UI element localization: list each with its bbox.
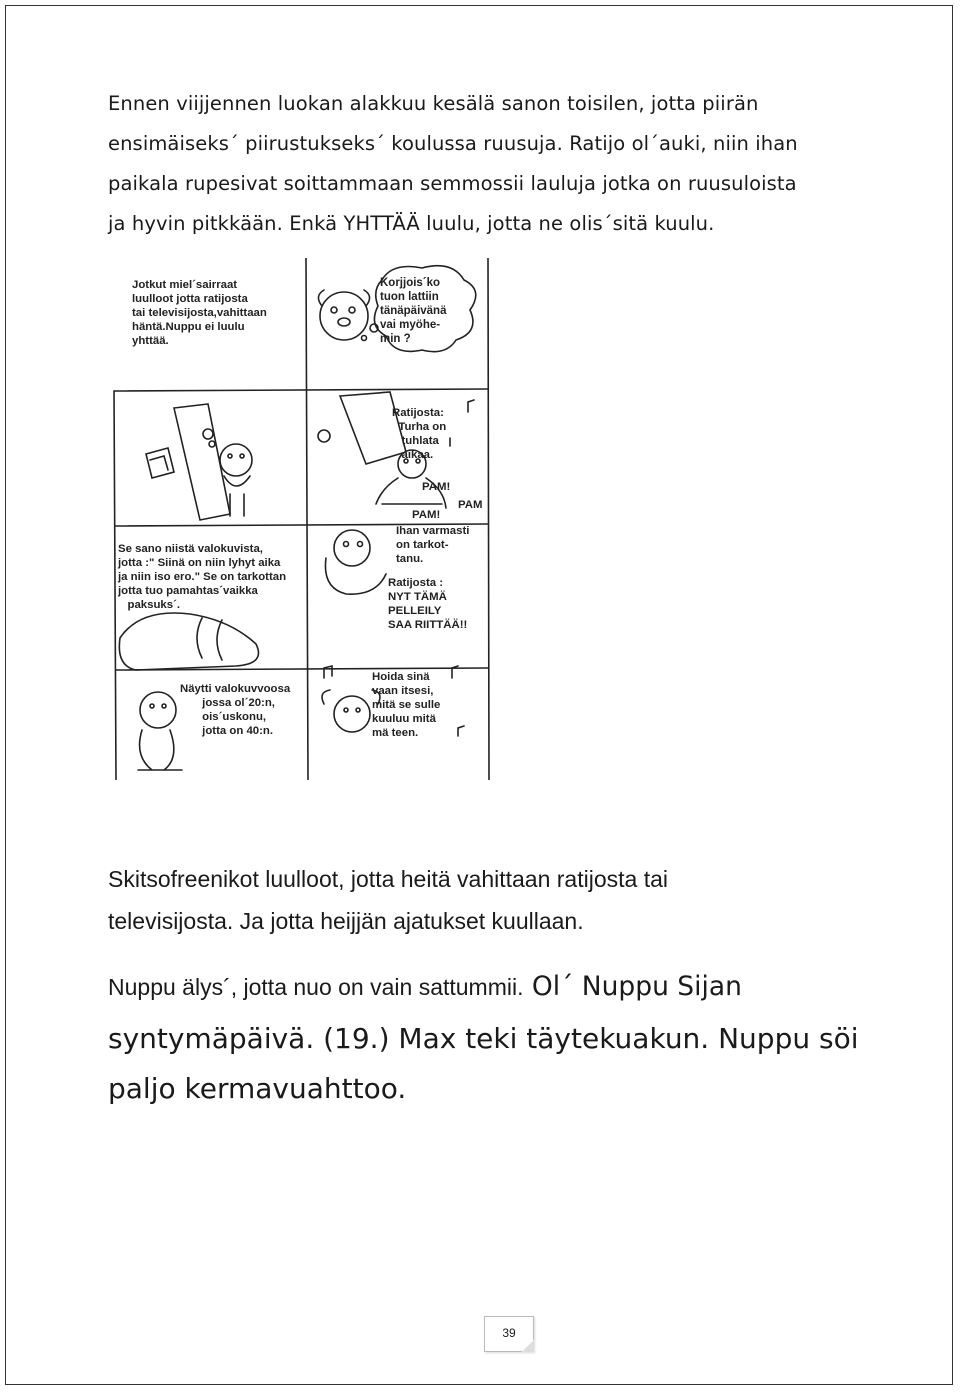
paragraph-2	[108, 858, 908, 1008]
panel-divider-left	[114, 391, 116, 780]
intro-line: Ennen viijjennen luokan alakkuu kesälä sanon toisilen, jotta piirän	[108, 92, 759, 115]
panel-divider-h1	[114, 389, 488, 391]
page-number: 39	[484, 1316, 534, 1352]
dog-face-top	[318, 290, 369, 340]
sound-pam-3: PAM	[458, 499, 483, 511]
caption-middle-left: Se sano niistä valokuvista, jotta :" Siinä on niin lyhyt aika ja niin iso ero." Se on tarkottan jotta tuo pamahtas´vaikka paksuks´.	[118, 543, 287, 611]
radio-tall	[174, 404, 230, 520]
dog-figure-left	[220, 444, 252, 516]
paragraph-3-start: Nuppu älys´, jotta nuo on vain sattummii.	[108, 974, 524, 1000]
thought-bubble-dot	[362, 336, 367, 341]
picture-frame	[146, 448, 174, 478]
comic-strip	[112, 258, 490, 780]
bubble-top-right: Korjjois´ko tuon lattiin tänäpäivänä vai myöhe- min ?	[380, 277, 447, 345]
panel-divider-vertical-right	[488, 258, 489, 780]
bubble-bottom-right: Hoida sinä vaan itsesi, mitä se sulle kuuluu mitä mä teen.	[372, 671, 441, 739]
sound-pam-1: PAM!	[422, 481, 451, 493]
intro-line: ja hyvin pitkkään. Enkä YHTTÄÄ luulu, jotta ne olis´sitä kuulu.	[108, 212, 715, 235]
caption-bottom-left: Näytti valokuvvoosa jossa ol´20:n, ois´uskonu, jotta on 40:n.	[180, 683, 291, 737]
paragraph-3-first-line	[108, 966, 908, 1008]
caption-top-left: Jotkut miel´sairraat luulloot jotta ratijosta tai televisijosta,vahittaan häntä.Nuppu ei luulu yhttää.	[132, 279, 267, 347]
paragraph-3-line: syntymäpäivä. (19.) Max teki täytekuakun. Nuppu söi	[108, 1022, 859, 1055]
intro-paragraph	[108, 84, 908, 244]
sound-pam-2: PAM!	[412, 509, 441, 521]
thought-middle: Ihan varmasti on tarkot- tanu.	[396, 525, 470, 565]
paragraph-2-line: televisijosta. Ja jotta heijjän ajatukset kuullaan.	[108, 908, 584, 934]
music-note	[450, 400, 474, 446]
intro-line: paikala rupesivat soittammaan semmossii lauluja jotka on ruusuloista	[108, 172, 797, 195]
paragraph-3-handwritten: Ol´ Nuppu Sijan	[523, 971, 742, 1002]
panel-divider-vertical	[306, 258, 308, 780]
paragraph-3	[108, 1014, 859, 1114]
dog-face-middle	[325, 530, 386, 594]
radio-speech-2: Ratijosta : NYT TÄMÄ PELLEILY SAA RIITTÄÄ!!	[388, 577, 468, 631]
dog-face-bottom	[138, 692, 182, 770]
paragraph-3-line: paljo kermavuahttoo.	[108, 1072, 407, 1105]
paragraph-2-line: Skitsofreenikot luulloot, jotta heitä vahittaan ratijosta tai	[108, 866, 668, 892]
radio-speech-1: Ratijosta: Turha on tuhlata aikaa.	[392, 407, 447, 461]
intro-line: ensimäiseks´ piirustukseks´ koulussa ruusuja. Ratijo ol´auki, niin ihan	[108, 132, 798, 155]
radio-knob	[318, 430, 330, 442]
sofa-figure	[119, 613, 258, 670]
